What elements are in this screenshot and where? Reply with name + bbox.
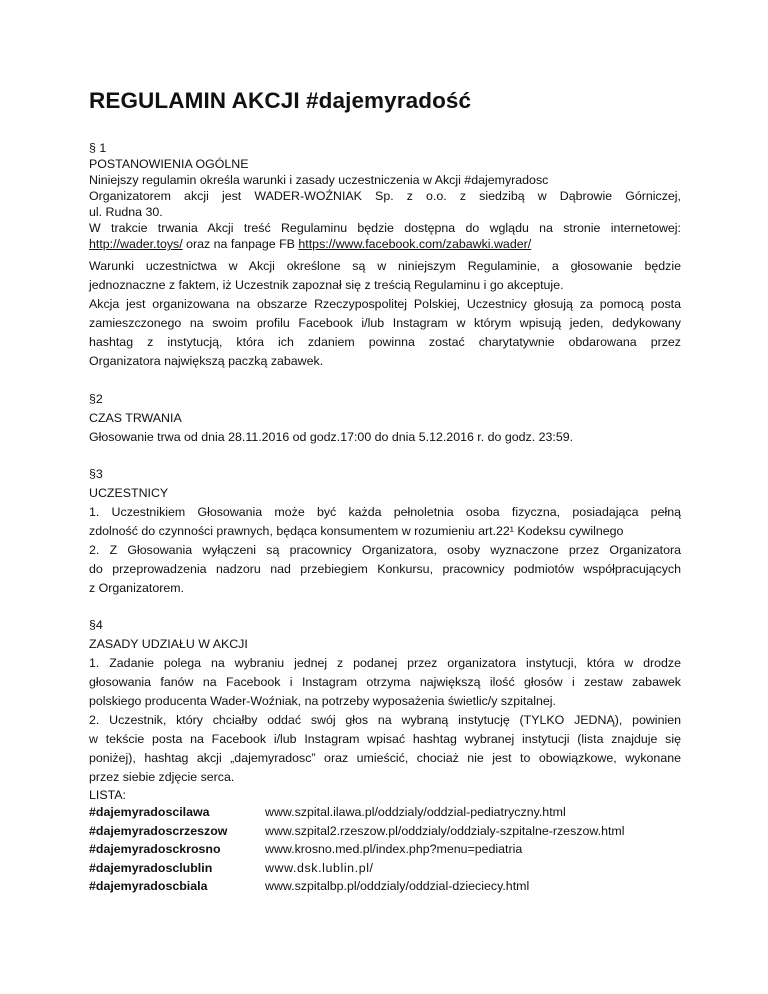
paragraph-line: 1. Uczestnikiem Głosowania może być każda pełnoletnia osoba fizyczna, posiadająca pełną [89, 505, 681, 519]
section-heading: POSTANOWIENIA OGÓLNE [89, 157, 249, 171]
paragraph-line: Warunki uczestnictwa w Akcji określone są w niniejszym Regulaminie, a głosowanie będzie [89, 259, 681, 273]
section-1-continued [89, 257, 681, 371]
list-item [89, 877, 681, 896]
list-label: LISTA: [89, 788, 126, 802]
paragraph-line: do przeprowadzenia nadzoru nad przebiegiem Konkursu, pracownicy podmiotów współpracujących [89, 562, 681, 576]
section-heading: ZASADY UDZIAŁU W AKCJI [89, 637, 248, 651]
section-2 [89, 390, 681, 447]
section-heading: CZAS TRWANIA [89, 411, 182, 425]
paragraph-text: oraz na fanpage FB [182, 237, 299, 251]
section-number: §4 [89, 618, 103, 632]
paragraph-line: Organizatora największą paczką zabawek. [89, 354, 324, 368]
section-1 [89, 140, 681, 252]
section-4 [89, 616, 681, 896]
institution-url: www.dsk.lublin.pl/ [265, 860, 374, 875]
list-item [89, 803, 681, 822]
section-3 [89, 465, 681, 598]
institution-url: www.szpitalbp.pl/oddzialy/oddzial-dzieciecy.html [265, 879, 530, 893]
list-item [89, 859, 681, 878]
paragraph-line: Niniejszy regulamin określa warunki i zasady uczestniczenia w Akcji #dajemyradosc [89, 173, 549, 187]
institution-url: www.krosno.med.pl/index.php?menu=pediatria [265, 842, 523, 856]
section-number: §2 [89, 392, 103, 406]
paragraph-line: W trakcie trwania Akcji treść Regulaminu będzie dostępna do wglądu na stronie internetowej: [89, 221, 681, 235]
paragraph-line: hashtag z instytucją, która ich zdaniem powinna zostać charytatywnie obdarowana przez [89, 335, 681, 349]
document-title: REGULAMIN AKCJI #dajemyradość [89, 88, 472, 113]
paragraph-line: poniżej), hashtag akcji „dajemyradosc” oraz umieścić, chociaż nie jest to obowiązkowe, wykonane [89, 751, 681, 765]
institution-list [89, 803, 681, 896]
section-number: § 1 [89, 141, 107, 155]
paragraph-line: polskiego producenta Wader-Woźniak, na potrzeby wyposażenia świetlic/y szpitalnej. [89, 694, 556, 708]
facebook-fanpage-link[interactable]: https://www.facebook.com/zabawki.wader/ [298, 237, 532, 251]
hashtag: #dajemyradosckrosno [89, 842, 221, 856]
hashtag: #dajemyradosclublin [89, 860, 213, 875]
hashtag: #dajemyradoscbiala [89, 879, 208, 893]
hashtag: #dajemyradoscilawa [89, 805, 210, 819]
paragraph-line: 2. Uczestnik, który chciałby oddać swój głos na wybraną instytucję (TYLKO JEDNĄ), powinien [89, 713, 681, 727]
paragraph-line: zamieszczonego na swoim profilu Facebook i/lub Instagram w którym wpisują jeden, dedykowany [89, 316, 681, 330]
paragraph-line: 2. Z Głosowania wyłączeni są pracownicy Organizatora, osoby wyznaczone przez Organizatora [89, 543, 681, 557]
section-heading: UCZESTNICY [89, 486, 169, 500]
paragraph-line: przez siebie zdjęcie serca. [89, 770, 235, 784]
paragraph-line: Organizatorem akcji jest WADER-WOŹNIAK Sp. z o.o. z siedzibą w Dąbrowie Górniczej, [89, 189, 681, 203]
paragraph-line: jednoznaczne z faktem, iż Uczestnik zapoznał się z treścią Regulaminu i go akceptuje. [89, 278, 564, 292]
institution-url: www.szpital2.rzeszow.pl/oddzialy/oddzialy-szpitalne-rzeszow.html [265, 823, 625, 838]
paragraph-line: 1. Zadanie polega na wybraniu jednej z podanej przez organizatora instytucji, która w drodze [89, 656, 681, 670]
list-item [89, 840, 681, 859]
paragraph-line [89, 236, 681, 252]
paragraph-line: zdolność do czynności prawnych, będąca konsumentem w rozumieniu art.22¹ Kodeksu cywilnego [89, 524, 624, 538]
paragraph-line: z Organizatorem. [89, 581, 185, 595]
paragraph-line: głosowania fanów na Facebook i Instagram otrzyma największą ilość głosów i zestaw zabawek [89, 675, 681, 689]
institution-url: www.szpital.ilawa.pl/oddzialy/oddzial-pediatryczny.html [265, 805, 566, 819]
wader-website-link[interactable]: http://wader.toys/ [89, 237, 183, 251]
paragraph-line: w tekście posta na Facebook i/lub Instagram wpisać hashtag wybranej instytucji (lista znajduje się [89, 732, 681, 746]
section-number: §3 [89, 467, 103, 481]
paragraph-line: ul. Rudna 30. [89, 205, 163, 219]
list-item [89, 822, 681, 841]
paragraph-line: Głosowanie trwa od dnia 28.11.2016 od godz.17:00 do dnia 5.12.2016 r. do godz. 23:59. [89, 430, 574, 444]
paragraph-line: Akcja jest organizowana na obszarze Rzeczypospolitej Polskiej, Uczestnicy głosują za pomocą posta [89, 297, 681, 311]
hashtag: #dajemyradoscrzeszow [89, 823, 228, 838]
